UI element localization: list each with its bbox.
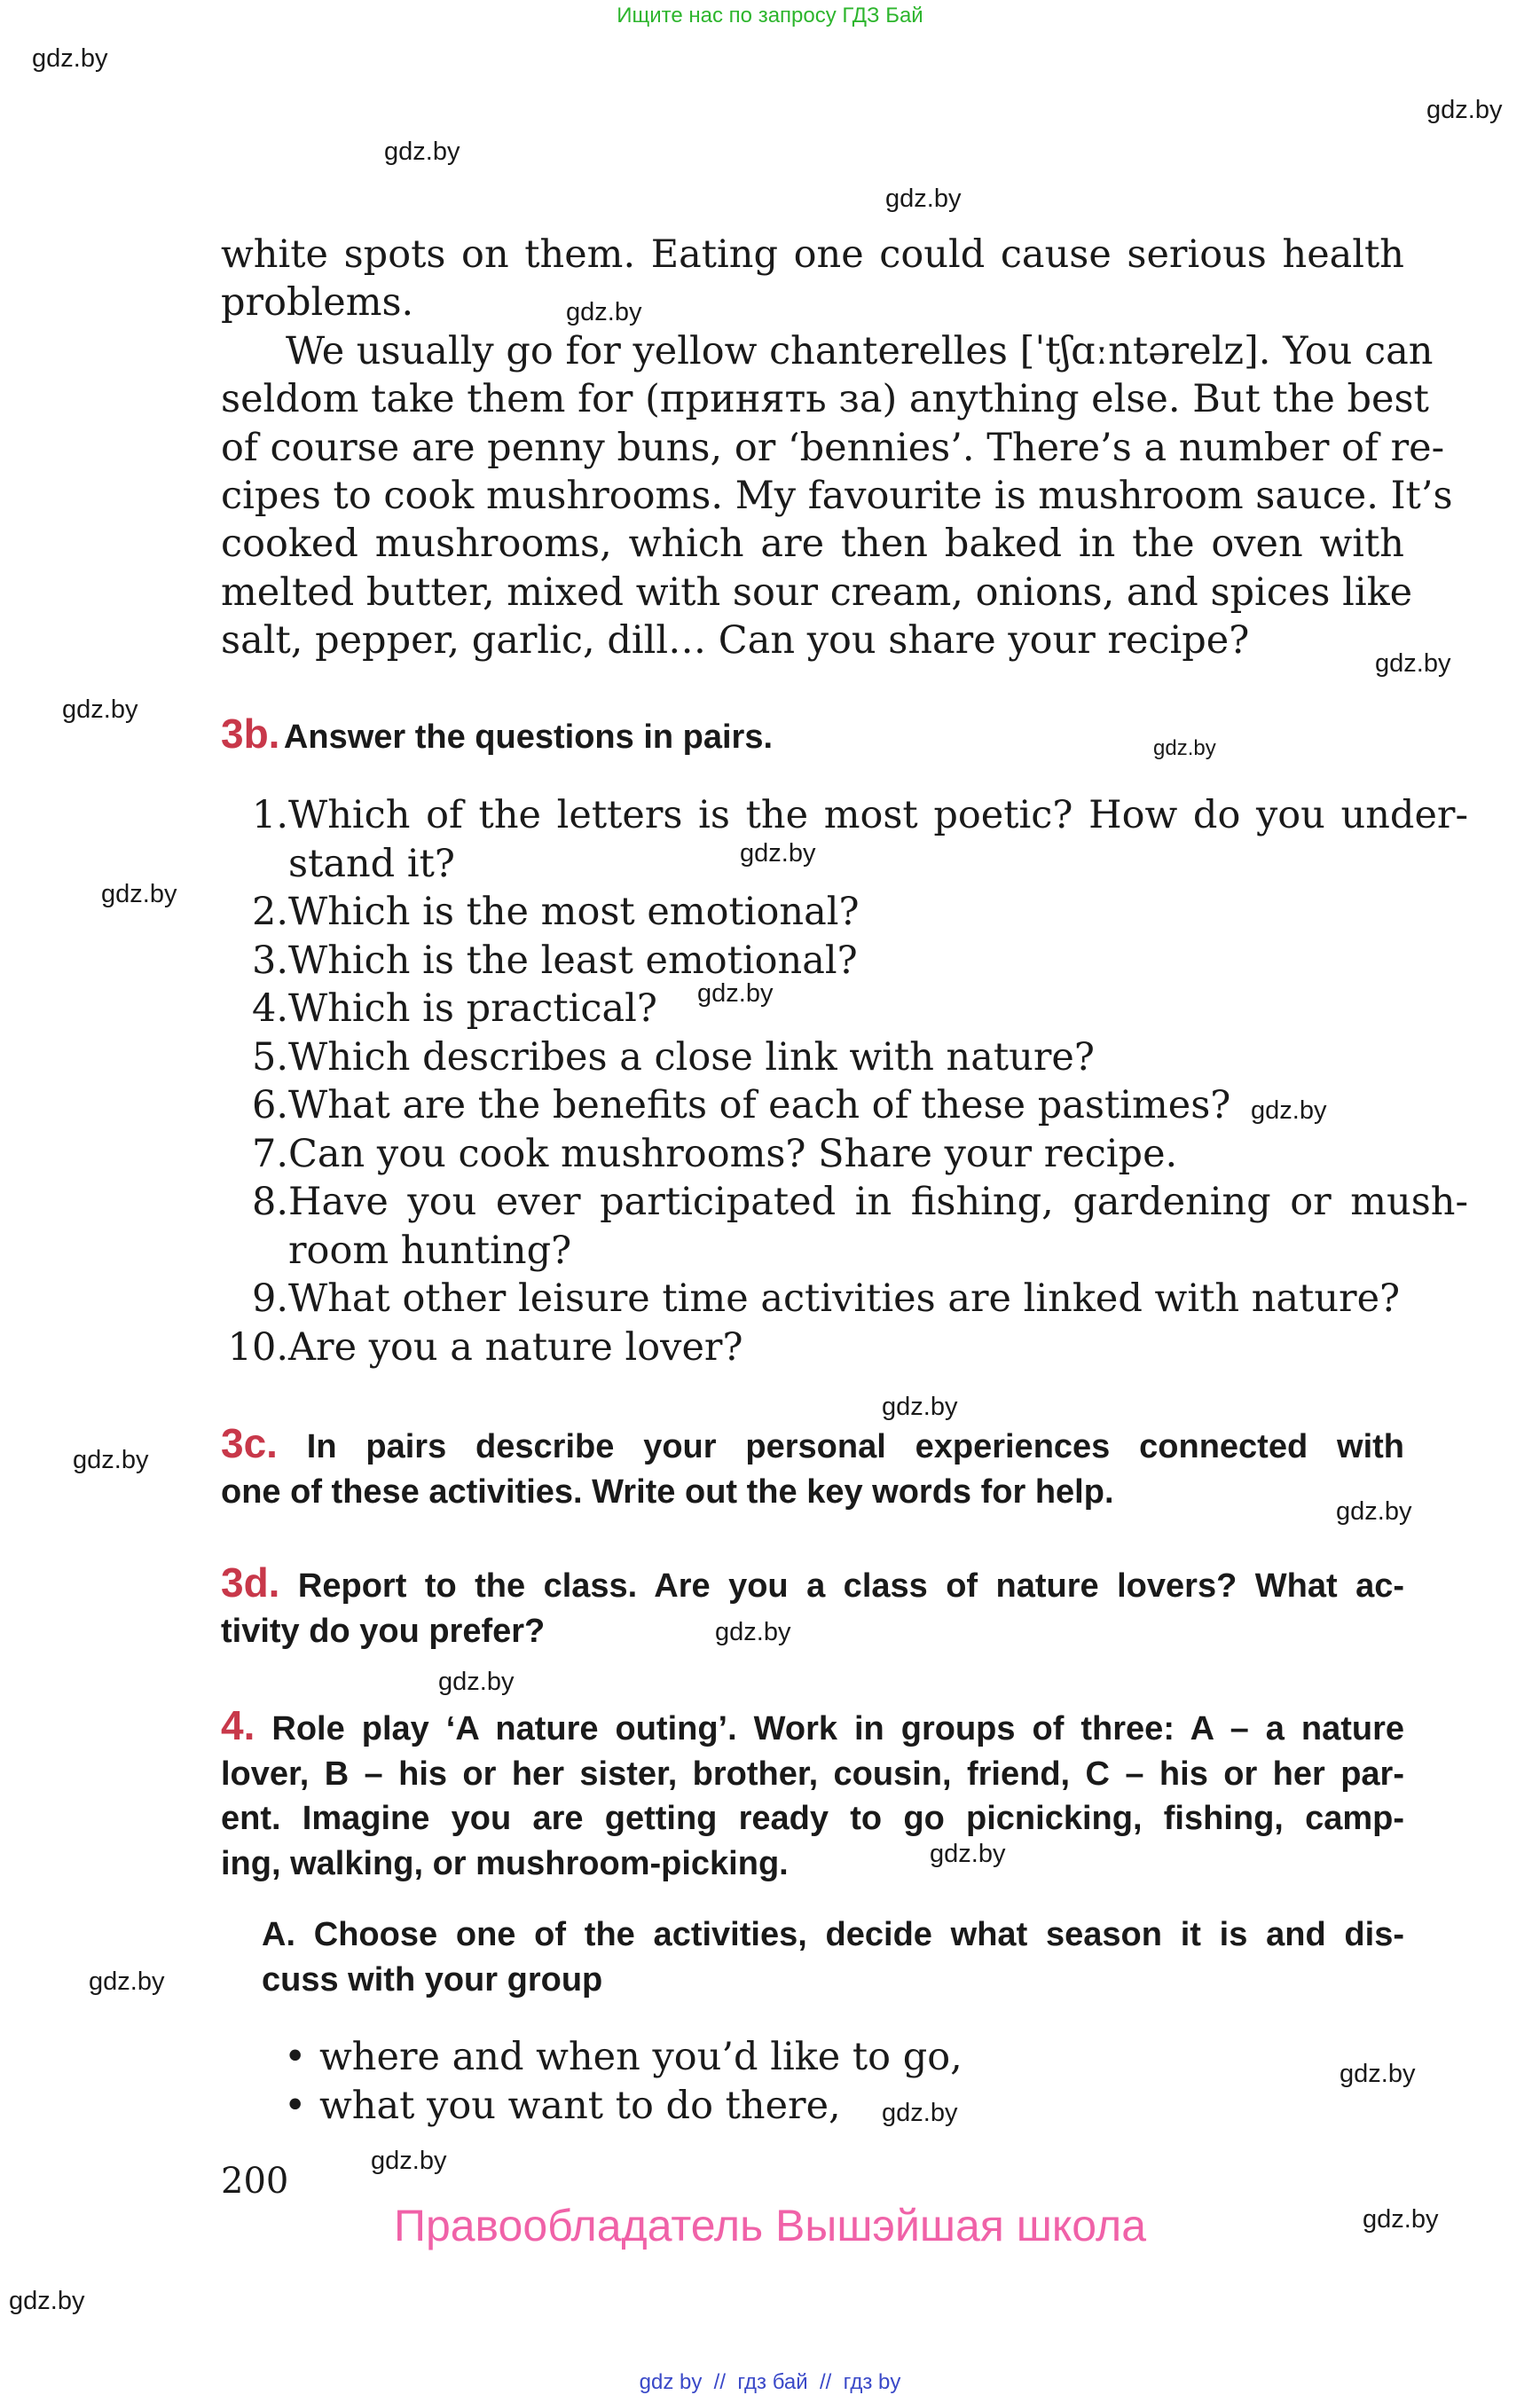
watermark: gdz.by — [73, 1446, 149, 1474]
bullet-list — [284, 2033, 962, 2130]
question-text — [288, 985, 657, 1033]
bullet-icon: • — [284, 2083, 307, 2128]
watermark: gdz.by — [9, 2287, 85, 2315]
question-number: 5. — [251, 1034, 288, 1080]
question-number: 8. — [251, 1180, 288, 1224]
list-item — [221, 1323, 1404, 1372]
text-line: one of these activities. Write out the key words for help. — [221, 1472, 1114, 1511]
text-line: Which is practical? — [288, 986, 657, 1031]
text-line: cipes to cook mushrooms. My favourite is mushroom sauce. It’s — [221, 474, 1453, 519]
watermark: gdz.by — [885, 185, 962, 213]
watermark: gdz.by — [1340, 2060, 1416, 2088]
exercise-instruction: Answer the questions in pairs. — [283, 719, 774, 756]
text-line: Are you a nature lover? — [288, 1324, 743, 1370]
question-text — [288, 1130, 1177, 1179]
list-item — [221, 985, 1404, 1033]
text-line: ing, walking, or mushroom-picking. — [221, 1844, 789, 1882]
text-line: Which of the letters is the most poetic? How do you under- — [288, 793, 1468, 837]
question-list — [221, 791, 1468, 1371]
text-line: melted butter, mixed with sour cream, onions, and spices like — [221, 569, 1413, 615]
list-item — [221, 888, 1404, 937]
text-line: ent. Imagine you are getting ready to go picnicking, fishing, camp- — [221, 1800, 1404, 1837]
bottom-links[interactable]: gdz by // гдз бай // гдз by — [639, 2370, 901, 2394]
text-line: Have you ever participated in fishing, gardening or mush- — [288, 1180, 1468, 1224]
bullet-text: where and when you’d like to go, — [319, 2035, 962, 2079]
question-text — [288, 1275, 1400, 1323]
question-number: 1. — [251, 793, 288, 837]
rights-holder: Правообладатель Вышэйшая школа — [394, 2201, 1146, 2250]
exercise-4a — [262, 1912, 1404, 2002]
watermark: gdz.by — [697, 979, 774, 1008]
watermark: gdz.by — [1251, 1096, 1327, 1125]
text-line: We usually go for yellow chanterelles [ˈtʃɑːntərelz]. You can — [286, 328, 1434, 373]
bullet-text: what you want to do there, — [319, 2083, 841, 2128]
question-text — [288, 1323, 743, 1372]
list-item — [221, 1178, 1468, 1275]
text-line: seldom take them for (принять за) anything else. But the best — [221, 377, 1429, 422]
text-line: cuss with your group — [262, 1960, 603, 1999]
watermark: gdz.by — [715, 1618, 791, 1646]
watermark: gdz.by — [882, 2099, 958, 2127]
watermark: gdz.by — [1363, 2205, 1439, 2234]
question-number: 6. — [251, 1083, 288, 1127]
watermark: gdz.by — [930, 1840, 1006, 1868]
question-text — [288, 1081, 1230, 1130]
watermark: gdz.by — [101, 880, 177, 908]
text-line: Which is the least emotional? — [288, 938, 858, 983]
question-text — [288, 791, 1468, 888]
question-number: 3. — [251, 938, 288, 983]
question-text — [288, 888, 860, 937]
exercise-number: 3d. — [221, 1559, 280, 1606]
question-number: 2. — [251, 890, 288, 934]
list-item — [221, 1130, 1404, 1179]
list-item — [221, 1081, 1404, 1130]
text-line: In pairs describe your personal experiences connected with — [306, 1428, 1404, 1465]
text-line: Report to the class. Are you a class of nature lovers? What ac- — [297, 1567, 1404, 1605]
text-line: salt, pepper, garlic, dill… Can you share your recipe? — [221, 618, 1250, 664]
watermark: gdz.by — [1153, 736, 1216, 760]
watermark: gdz.by — [89, 1967, 165, 1996]
watermark: gdz.by — [740, 839, 816, 868]
text-line: stand it? — [288, 841, 455, 886]
text-line: of course are penny buns, or ‘bennies’. There’s a number of re- — [221, 425, 1445, 470]
watermark: gdz.by — [1426, 96, 1503, 124]
text-line: Which is the most emotional? — [288, 890, 860, 934]
question-text — [288, 937, 858, 986]
list-item — [284, 2033, 962, 2082]
exercise-3d — [221, 1560, 1404, 1653]
watermark: gdz.by — [1375, 649, 1451, 678]
text-line: tivity do you prefer? — [221, 1612, 546, 1650]
text-line: lover, B – his or her sister, brother, cousin, friend, C – his or her par- — [221, 1755, 1404, 1793]
list-item — [221, 1033, 1404, 1082]
question-number: 4. — [251, 986, 288, 1031]
top-search-hint[interactable]: Ищите нас по запросу ГДЗ Бай — [617, 4, 923, 27]
bullet-icon: • — [284, 2035, 307, 2079]
text-line: A. Choose one of the activities, decide what season it is and dis- — [262, 1916, 1404, 1953]
watermark: gdz.by — [566, 298, 642, 326]
question-text — [288, 1033, 1095, 1082]
watermark: gdz.by — [32, 44, 108, 73]
list-item — [284, 2082, 962, 2131]
text-line: problems. — [221, 280, 414, 326]
question-number: 10. — [227, 1324, 288, 1370]
text-line: Can you cook mushrooms? Share your recipe. — [288, 1131, 1178, 1176]
exercise-number: 3c. — [221, 1420, 278, 1466]
list-item — [221, 791, 1468, 888]
text-line: cooked mushrooms, which are then baked in the oven with — [221, 522, 1404, 567]
exercise-3c — [221, 1421, 1404, 1514]
watermark: gdz.by — [438, 1668, 515, 1696]
text-line: Role play ‘A nature outing’. Work in groups of three: A – a nature — [271, 1710, 1404, 1747]
text-line: Which describes a close link with nature? — [288, 1034, 1095, 1080]
watermark: gdz.by — [1336, 1497, 1412, 1526]
text-line: What other leisure time activities are linked with nature? — [288, 1276, 1401, 1321]
question-number: 9. — [251, 1276, 288, 1321]
exercise-number: 3b. — [221, 711, 280, 757]
question-number: 7. — [251, 1131, 288, 1176]
text-line: room hunting? — [288, 1228, 572, 1273]
exercise-4 — [221, 1703, 1404, 1886]
exercise-number: 4. — [221, 1702, 255, 1748]
list-item — [221, 1275, 1404, 1323]
page-number: 200 — [221, 2161, 289, 2202]
watermark: gdz.by — [371, 2147, 447, 2175]
question-text — [288, 1178, 1468, 1275]
watermark: gdz.by — [62, 695, 138, 724]
watermark: gdz.by — [384, 137, 460, 166]
watermark: gdz.by — [882, 1393, 958, 1421]
text-line: What are the benefits of each of these pastimes? — [288, 1083, 1231, 1127]
list-item — [221, 937, 1404, 986]
text-line: white spots on them. Eating one could cause serious health — [221, 232, 1404, 277]
exercise-3b-heading — [221, 710, 773, 760]
